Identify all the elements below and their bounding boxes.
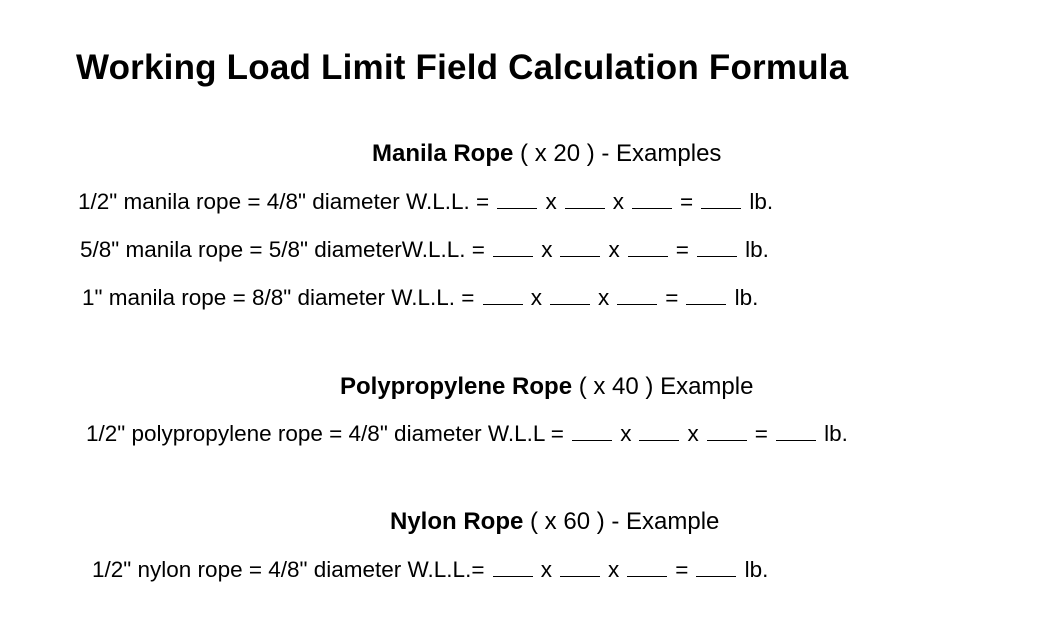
blank-field[interactable] bbox=[701, 188, 741, 209]
equals-sign: = bbox=[754, 421, 768, 446]
blank-field[interactable] bbox=[572, 420, 612, 441]
example-prefix: 1/2" nylon rope = 4/8" diameter W.L.L.= bbox=[92, 557, 485, 582]
blank-field[interactable] bbox=[686, 284, 726, 305]
times-sign: x bbox=[608, 237, 620, 262]
times-sign: x bbox=[687, 421, 699, 446]
blank-field[interactable] bbox=[550, 284, 590, 305]
blank-field[interactable] bbox=[707, 420, 747, 441]
blank-field[interactable] bbox=[617, 284, 657, 305]
example-prefix: 1/2" polypropylene rope = 4/8" diameter W.L.L = bbox=[86, 421, 564, 446]
blank-field[interactable] bbox=[639, 420, 679, 441]
blank-field[interactable] bbox=[627, 556, 667, 577]
blank-field[interactable] bbox=[493, 236, 533, 257]
section-heading-polypropylene bbox=[340, 373, 753, 401]
times-sign: x bbox=[607, 557, 620, 582]
times-sign: x bbox=[530, 285, 542, 310]
blank-field[interactable] bbox=[696, 556, 736, 577]
section-heading-nylon bbox=[390, 508, 719, 536]
times-sign: x bbox=[620, 421, 632, 446]
blank-field[interactable] bbox=[483, 284, 523, 305]
unit-label: lb. bbox=[749, 189, 774, 214]
blank-field[interactable] bbox=[497, 188, 537, 209]
blank-field[interactable] bbox=[560, 236, 600, 257]
times-sign: x bbox=[612, 189, 624, 214]
example-row bbox=[80, 236, 769, 263]
example-row bbox=[92, 556, 768, 583]
blank-field[interactable] bbox=[628, 236, 668, 257]
example-prefix: 1/2" manila rope = 4/8" diameter W.L.L. = bbox=[78, 189, 490, 214]
equals-sign: = bbox=[675, 237, 689, 262]
section-suffix: ( x 20 ) - Examples bbox=[520, 140, 722, 167]
unit-label: lb. bbox=[744, 557, 769, 582]
example-row bbox=[86, 420, 848, 447]
times-sign: x bbox=[597, 285, 610, 310]
example-row bbox=[78, 188, 773, 215]
section-suffix: ( x 40 ) Example bbox=[578, 373, 754, 400]
example-row bbox=[82, 284, 758, 311]
equals-sign: = bbox=[665, 285, 679, 310]
blank-field[interactable] bbox=[565, 188, 605, 209]
times-sign: x bbox=[545, 189, 557, 214]
times-sign: x bbox=[541, 237, 553, 262]
blank-field[interactable] bbox=[776, 420, 816, 441]
blank-field[interactable] bbox=[560, 556, 600, 577]
blank-field[interactable] bbox=[697, 236, 737, 257]
equals-sign: = bbox=[675, 557, 689, 582]
section-name: Polypropylene Rope bbox=[340, 373, 573, 400]
times-sign: x bbox=[540, 557, 552, 582]
equals-sign: = bbox=[679, 189, 694, 214]
example-prefix: 1" manila rope = 8/8" diameter W.L.L. = bbox=[82, 285, 475, 310]
blank-field[interactable] bbox=[493, 556, 533, 577]
blank-field[interactable] bbox=[632, 188, 672, 209]
section-suffix: ( x 60 ) - Example bbox=[530, 508, 720, 535]
unit-label: lb. bbox=[824, 421, 848, 446]
page-title: Working Load Limit Field Calculation Formula bbox=[76, 48, 849, 87]
section-heading-manila bbox=[372, 140, 721, 168]
unit-label: lb. bbox=[745, 237, 769, 262]
section-name: Manila Rope bbox=[372, 140, 514, 167]
example-prefix: 5/8" manila rope = 5/8" diameterW.L.L. = bbox=[80, 237, 485, 262]
unit-label: lb. bbox=[734, 285, 759, 310]
section-name: Nylon Rope bbox=[390, 508, 524, 535]
